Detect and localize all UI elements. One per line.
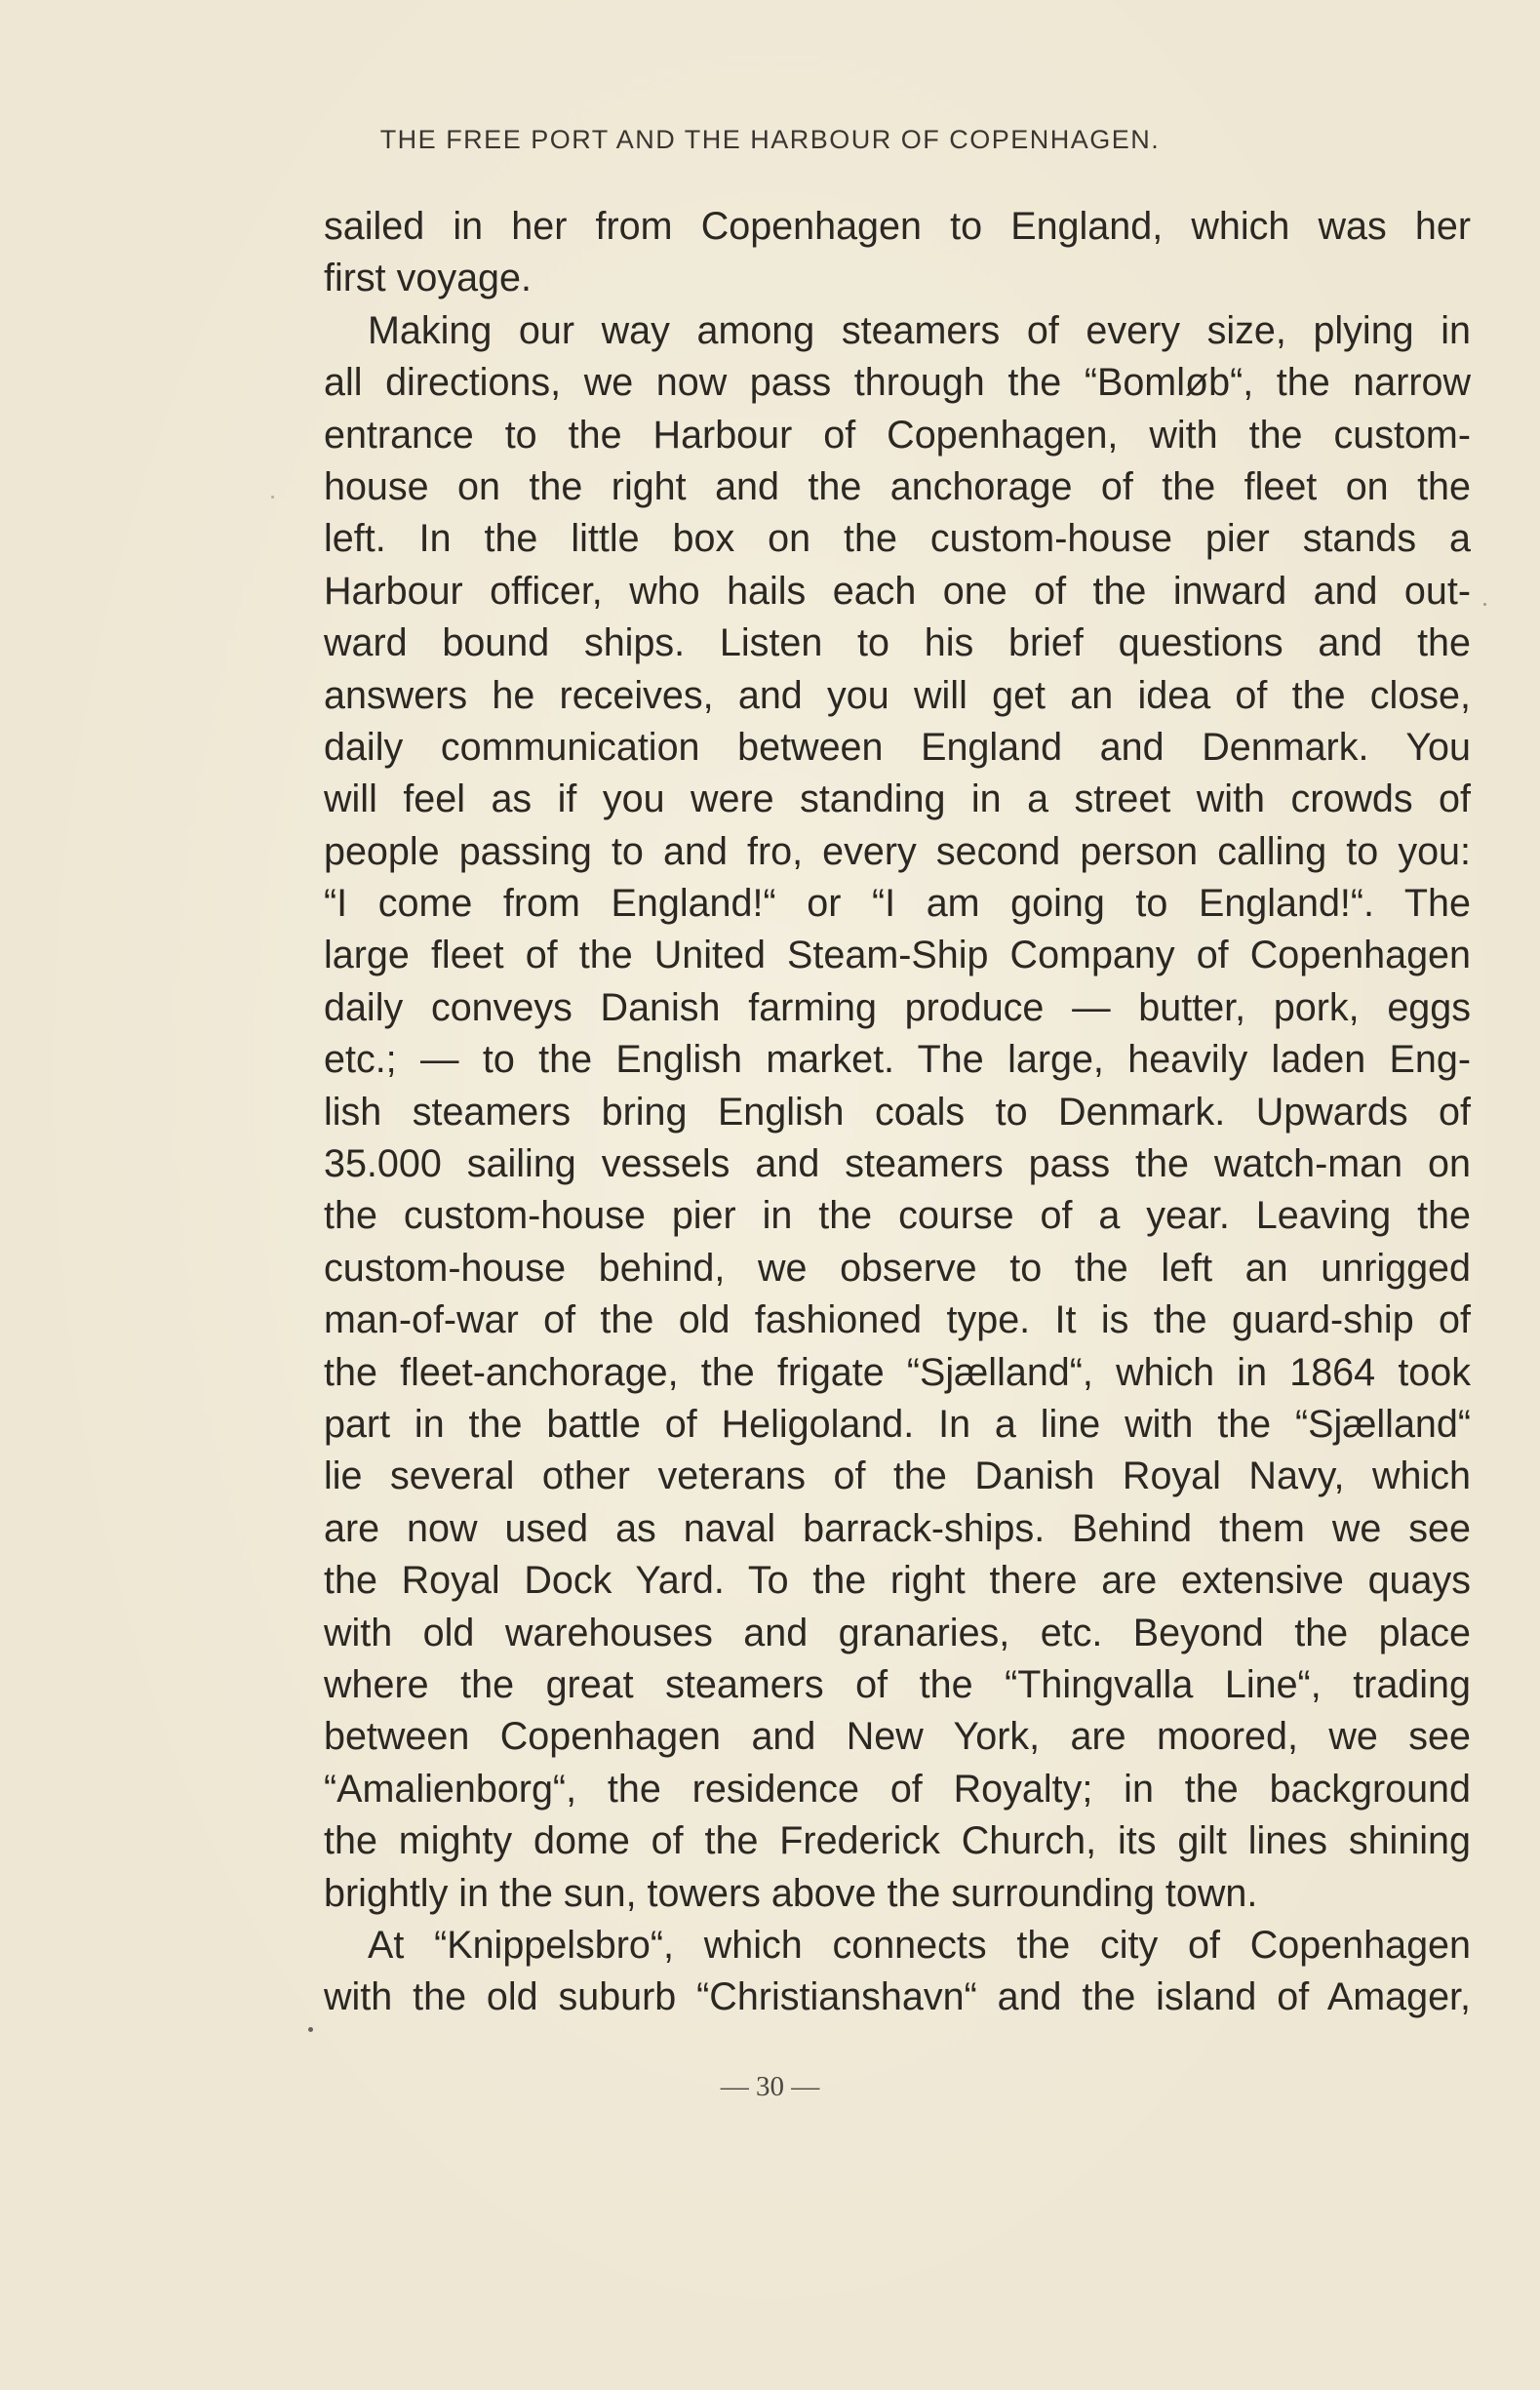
ink-speck bbox=[271, 496, 274, 498]
text-line: entrance to the Harbour of Copenhagen, with the custom- bbox=[324, 413, 1471, 457]
text-line: sailed in her from Copenhagen to England, which was her bbox=[324, 205, 1471, 248]
text-line: all directions, we now pass through the “Bomløb“, the narrow bbox=[324, 361, 1471, 405]
ink-speck bbox=[308, 2027, 313, 2032]
text-line: left. In the little box on the custom-house pier stands a bbox=[324, 517, 1471, 561]
ink-speck bbox=[1483, 603, 1486, 606]
text-line: with old warehouses and granaries, etc. Beyond the place bbox=[324, 1611, 1471, 1654]
text-line: “Amalienborg“, the residence of Royalty; in the background bbox=[324, 1767, 1471, 1811]
text-line: man-of-war of the old fashioned type. It is the guard-ship of bbox=[324, 1298, 1471, 1342]
text-line: “I come from England!“ or “I am going to England!“. The bbox=[324, 882, 1471, 926]
text-line: At “Knippelsbro“, which connects the city of Copenhagen bbox=[368, 1923, 1471, 1967]
text-line: ward bound ships. Listen to his brief questions and the bbox=[324, 621, 1471, 665]
text-line: lie several other veterans of the Danish Royal Navy, which bbox=[324, 1454, 1471, 1498]
text-line: first voyage. bbox=[324, 257, 532, 300]
text-line: etc.; — to the English market. The large, heavily laden Eng- bbox=[324, 1038, 1471, 1082]
text-line: will feel as if you were standing in a street with crowds of bbox=[324, 777, 1471, 821]
text-line: large fleet of the United Steam-Ship Company of Copenhagen bbox=[324, 934, 1471, 977]
text-line: daily communication between England and Denmark. You bbox=[324, 725, 1471, 769]
text-line: people passing to and fro, every second person calling to you: bbox=[324, 829, 1471, 873]
text-line: brightly in the sun, towers above the surrounding town. bbox=[324, 1871, 1258, 1915]
text-line: custom-house behind, we observe to the left an unrigged bbox=[324, 1246, 1471, 1290]
text-line: where the great steamers of the “Thingvalla Line“, trading bbox=[324, 1662, 1471, 1706]
text-line: Making our way among steamers of every size, plying in bbox=[368, 308, 1471, 352]
text-line: daily conveys Danish farming produce — butter, pork, eggs bbox=[324, 985, 1471, 1029]
text-line: the custom-house pier in the course of a year. Leaving the bbox=[324, 1194, 1471, 1238]
text-line: Harbour officer, who hails each one of the inward and out- bbox=[324, 569, 1471, 613]
text-line: lish steamers bring English coals to Denmark. Upwards of bbox=[324, 1090, 1471, 1134]
text-line: the mighty dome of the Frederick Church, its gilt lines shining bbox=[324, 1819, 1471, 1863]
body-text bbox=[324, 201, 1471, 2024]
text-line: are now used as naval barrack-ships. Behind them we see bbox=[324, 1506, 1471, 1550]
running-head: THE FREE PORT AND THE HARBOUR OF COPENHAGEN. bbox=[379, 125, 1161, 154]
page-number: — 30 — bbox=[720, 2071, 820, 2102]
text-line: the Royal Dock Yard. To the right there are extensive quays bbox=[324, 1559, 1471, 1603]
text-line: house on the right and the anchorage of the fleet on the bbox=[324, 464, 1471, 508]
text-line: answers he receives, and you will get an idea of the close, bbox=[324, 673, 1471, 717]
text-line: 35.000 sailing vessels and steamers pass the watch-man on bbox=[324, 1142, 1471, 1186]
text-line: part in the battle of Heligoland. In a line with the “Sjælland“ bbox=[324, 1402, 1471, 1446]
text-line: with the old suburb “Christianshavn“ and the island of Amager, bbox=[324, 1975, 1471, 2019]
text-line: between Copenhagen and New York, are moored, we see bbox=[324, 1715, 1471, 1759]
text-line: the fleet-anchorage, the frigate “Sjælland“, which in 1864 took bbox=[324, 1350, 1471, 1394]
